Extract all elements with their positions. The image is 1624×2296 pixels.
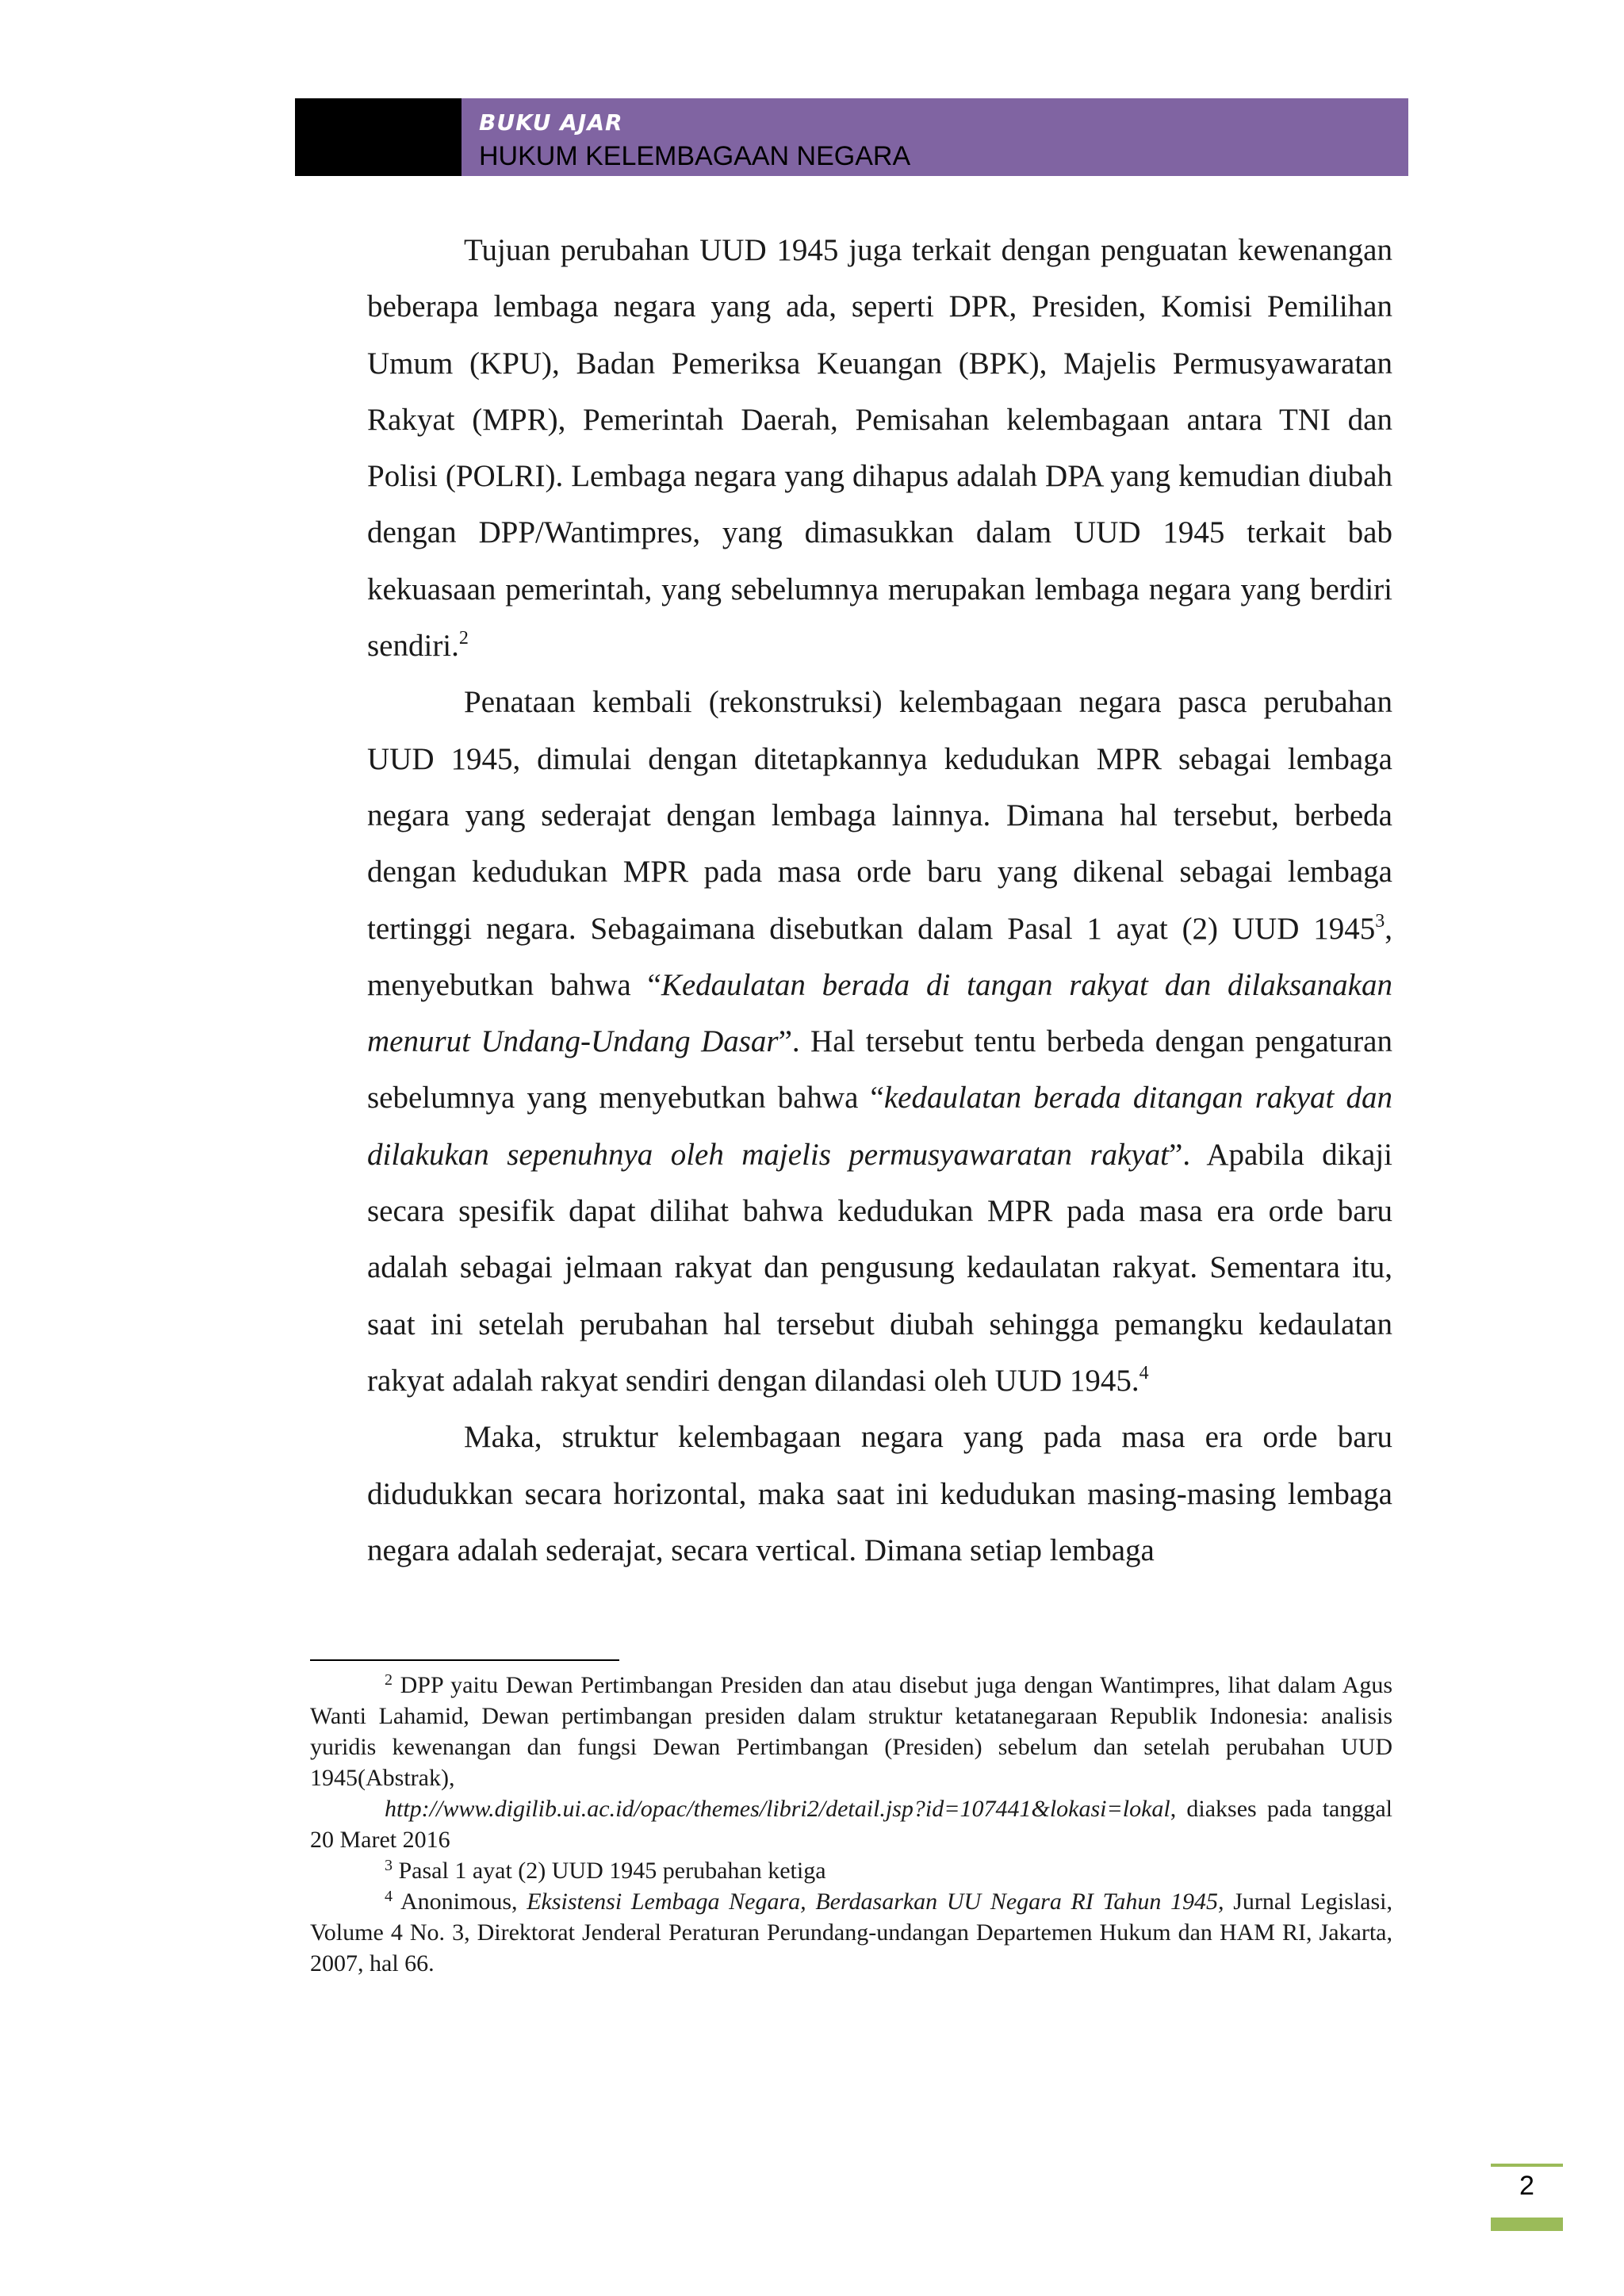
- footnote-2-link-line: [310, 1793, 1392, 1855]
- page-number-bar: [1491, 2218, 1563, 2231]
- paragraph-text: , menyebutkan bahwa “: [367, 911, 1392, 1002]
- header-title: BUKU AJAR: [479, 109, 623, 136]
- footnote-4: [310, 1886, 1392, 1979]
- footnote-separator: [310, 1659, 619, 1661]
- footnote-text: , diakses pada tanggal 20 Maret 2016: [310, 1796, 1392, 1853]
- footnote-text: Pasal 1 ayat (2) UUD 1945 perubahan ketiga: [393, 1858, 826, 1884]
- paragraph-text: Maka, struktur kelembagaan negara yang pada masa era orde baru didudukkan secara horizontal, maka saat ini kedudukan masing-masing lembaga negara adalah sederajat, secara vertical. Dimana setiap lembaga: [367, 1420, 1392, 1567]
- footnote-number: 2: [385, 1671, 393, 1689]
- footnote-3: [310, 1855, 1392, 1886]
- paragraph-text: Penataan kembali (rekonstruksi) kelembagaan negara pasca perubahan UUD 1945, dimulai dengan ditetapkannya kedudukan MPR sebagai lembaga negara yang sederajat dengan lembaga lainnya. Dimana hal tersebut, berbeda dengan kedudukan MPR pada masa orde baru yang dikenal sebagai lembaga tertinggi negara. Sebagaimana disebutkan dalam Pasal 1 ayat (2) UUD 1945: [367, 685, 1392, 946]
- page-number-rule: [1491, 2164, 1563, 2167]
- paragraph-text: ”. Hal tersebut tentu berbeda dengan pengaturan sebelumnya yang menyebutkan bahwa “: [367, 1024, 1392, 1115]
- footnote-ref-2[interactable]: 2: [458, 628, 469, 649]
- header-subtitle: HUKUM KELEMBAGAAN NEGARA: [479, 141, 911, 171]
- footnote-ref-3[interactable]: 3: [1375, 910, 1385, 932]
- footnotes: [310, 1670, 1392, 1979]
- main-text: [367, 222, 1392, 1578]
- paragraph-3: [367, 1409, 1392, 1578]
- footnote-ref-4[interactable]: 4: [1139, 1362, 1149, 1383]
- footnote-number: 3: [385, 1857, 393, 1874]
- paragraph-1: [367, 222, 1392, 674]
- footnote-url-link[interactable]: http://www.digilib.ui.ac.id/opac/themes/libri2/detail.jsp?id=107441&lokasi=lokal: [385, 1796, 1170, 1822]
- footnote-text: Anonimous,: [393, 1888, 527, 1915]
- paragraph-2: [367, 674, 1392, 1409]
- page-number: 2: [1519, 2171, 1534, 2201]
- quoted-text: kedaulatan berada ditangan rakyat dan dilakukan sepenuhnya oleh majelis permusyawaratan rakyat: [367, 1081, 1392, 1172]
- footnote-title: Eksistensi Lembaga Negara, Berdasarkan UU Negara RI Tahun 1945,: [527, 1888, 1224, 1915]
- footnote-text: Jurnal Legislasi, Volume 4 No. 3, Direktorat Jenderal Peraturan Perundang-undangan Departemen Hukum dan HAM RI, Jakarta, 2007, hal 66.: [310, 1888, 1393, 1976]
- footnote-2: [310, 1670, 1392, 1793]
- footnote-number: 4: [385, 1888, 393, 1905]
- paragraph-text: Tujuan perubahan UUD 1945 juga terkait dengan penguatan kewenangan beberapa lembaga negara yang ada, seperti DPR, Presiden, Komisi Pemilihan Umum (KPU), Badan Pemeriksa Keuangan (BPK), Majelis Permusyawaratan Rakyat (MPR), Pemerintah Daerah, Pemisahan kelembagaan antara TNI dan Polisi (POLRI). Lembaga negara yang dihapus adalah DPA yang kemudian diubah dengan DPP/Wantimpres, yang dimasukkan dalam UUD 1945 terkait bab kekuasaan pemerintah, yang sebelumnya merupakan lembaga negara yang berdiri sendiri.: [367, 233, 1392, 664]
- quoted-text: Kedaulatan berada di tangan rakyat dan dilaksanakan menurut Undang-Undang Dasar: [367, 967, 1392, 1059]
- paragraph-text: ”. Apabila dikaji secara spesifik dapat dilihat bahwa kedudukan MPR pada masa era orde baru adalah sebagai jelmaan rakyat dan pengusung kedaulatan rakyat. Sementara itu, saat ini setelah perubahan hal tersebut diubah sehingga pemangku kedaulatan rakyat adalah rakyat sendiri dengan dilandasi oleh UUD 1945.: [367, 1137, 1392, 1398]
- header-black-block: [295, 98, 462, 176]
- footnote-text: DPP yaitu Dewan Pertimbangan Presiden dan atau disebut juga dengan Wantimpres, lihat dalam Agus Wanti Lahamid, Dewan pertimbangan presiden dalam struktur ketatanegaraan Republik Indonesia: analisis yuridis kewenangan dan fungsi Dewan Pertimbangan (Presiden) sebelum dan setelah perubahan UUD 1945(Abstrak),: [310, 1672, 1392, 1791]
